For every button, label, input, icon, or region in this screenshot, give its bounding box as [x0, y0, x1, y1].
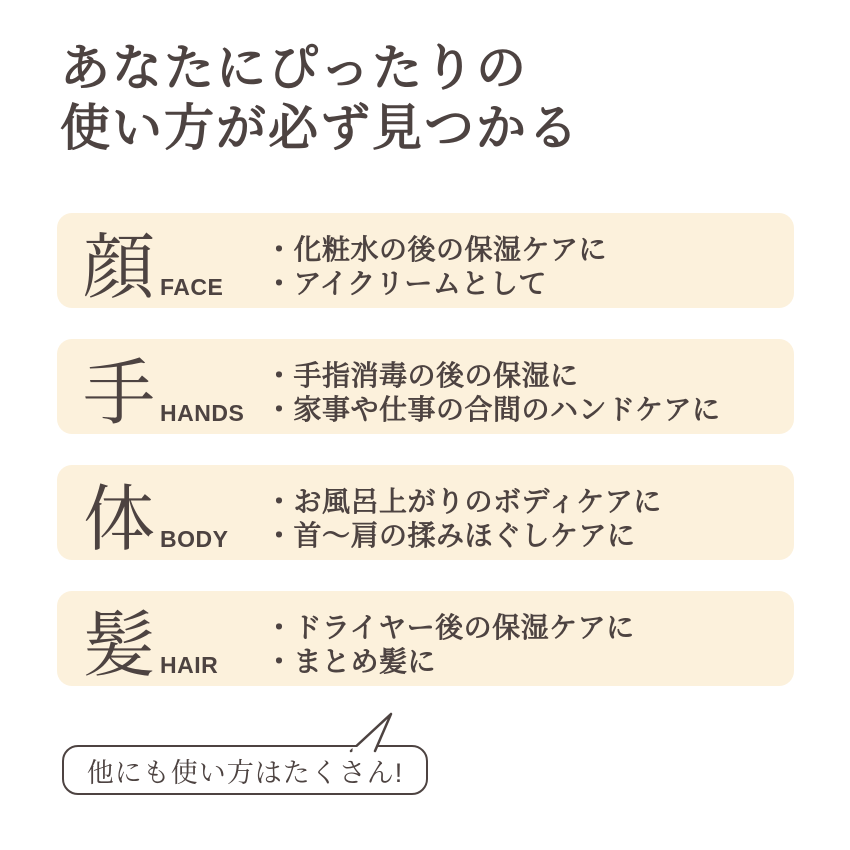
hair-heading — [57, 602, 265, 686]
bullet-item: ・化粧水の後の保湿ケアに — [265, 233, 608, 265]
hair-bullet-list — [265, 599, 635, 679]
page-title — [60, 38, 580, 158]
body-bullet-list — [265, 473, 662, 553]
hands-label: HANDS — [160, 399, 245, 426]
hands-heading — [57, 350, 265, 434]
bullet-item: ・ドライヤー後の保湿ケアに — [265, 611, 635, 643]
face-bullet-list — [265, 221, 607, 301]
usage-card-hair — [57, 591, 794, 686]
usage-card-face — [57, 213, 794, 308]
speech-bubble — [62, 745, 428, 795]
page-title-line-2: 使い方が必ず見つかる — [60, 100, 580, 156]
face-heading — [57, 224, 265, 308]
body-heading — [57, 476, 265, 560]
face-kanji: 顔 — [83, 227, 156, 308]
usage-card-body — [57, 465, 794, 560]
body-label: BODY — [160, 525, 229, 552]
hands-bullet-list — [265, 347, 720, 427]
bullet-item: ・まとめ髪に — [265, 645, 437, 677]
speech-bubble-tail-icon — [347, 711, 395, 751]
hands-kanji: 手 — [83, 353, 156, 434]
body-kanji: 体 — [83, 479, 156, 560]
face-label: FACE — [160, 273, 224, 300]
page-title-line-1: あなたにぴったりの — [60, 40, 528, 96]
hair-kanji: 髪 — [83, 605, 156, 686]
usage-section-list — [57, 213, 794, 717]
bullet-item: ・家事や仕事の合間のハンドケアに — [265, 393, 721, 425]
bullet-item: ・お風呂上がりのボディケアに — [265, 485, 662, 517]
bullet-item: ・首〜肩の揉みほぐしケアに — [265, 519, 636, 551]
usage-card-hands — [57, 339, 794, 434]
hair-label: HAIR — [160, 651, 219, 678]
speech-bubble-text: 他にも使い方はたくさん! — [86, 757, 404, 788]
bullet-item: ・アイクリームとして — [265, 267, 547, 299]
bullet-item: ・手指消毒の後の保湿に — [265, 359, 579, 391]
